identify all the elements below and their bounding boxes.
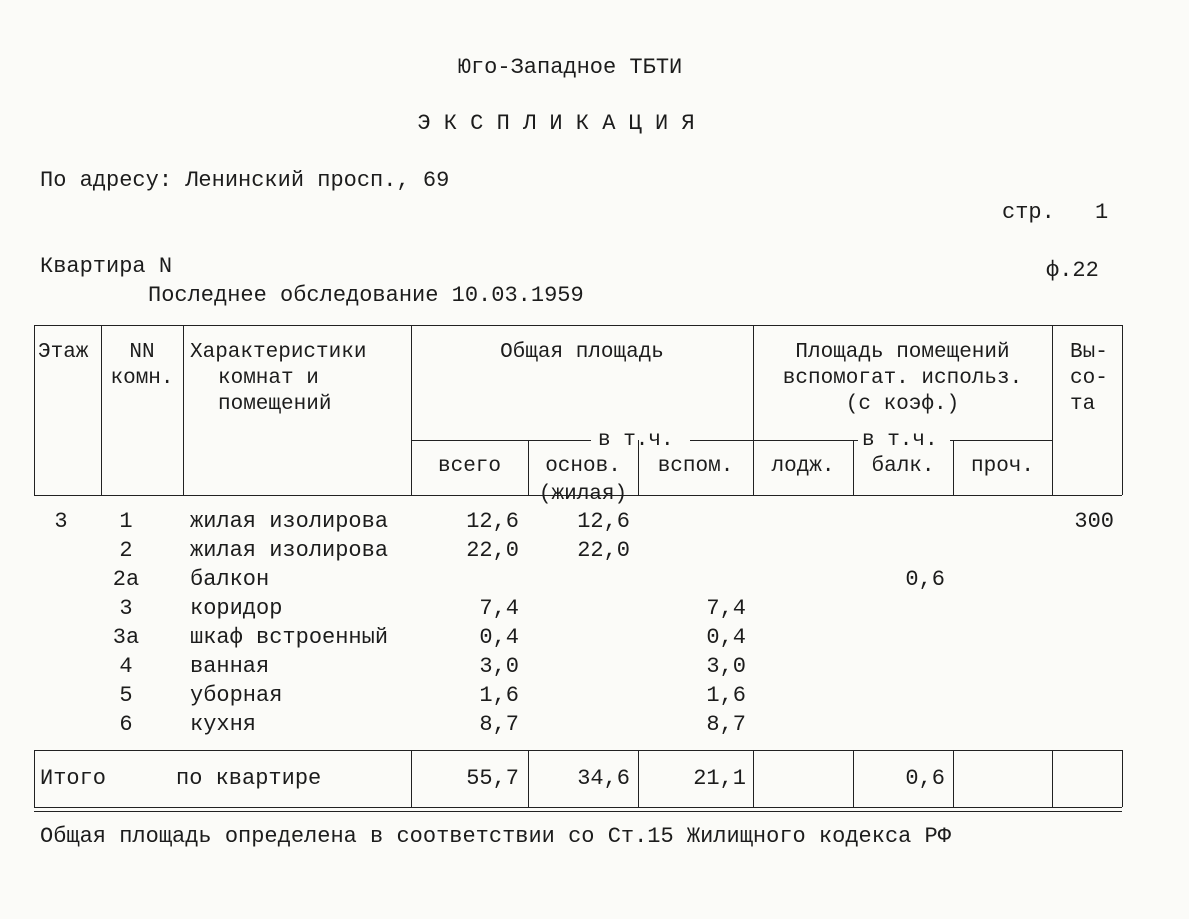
cell-name: жилая изолирова (190, 509, 389, 534)
header-characteristics-2: комнат и (218, 367, 319, 390)
address: По адресу: Ленинский просп., 69 (40, 168, 450, 193)
totals-total: 55,7 (466, 766, 519, 791)
cell-total: 8,7 (479, 712, 519, 737)
cell-room: 3 (119, 596, 133, 621)
org-name: Юго-Западное ТБТИ (457, 55, 683, 80)
col-border (34, 325, 35, 495)
cell-name: шкаф встроенный (190, 625, 389, 650)
header-main: основ. (545, 455, 621, 478)
cell-total: 12,6 (466, 509, 519, 534)
header-aux-area-2: вспомогат. использ. (782, 367, 1023, 390)
totals-balcony: 0,6 (905, 766, 945, 791)
cell-aux: 1,6 (706, 683, 746, 708)
cell-aux: 3,0 (706, 654, 746, 679)
header-room-no-2: комн. (110, 367, 174, 390)
cell-aux: 8,7 (706, 712, 746, 737)
cell-height: 300 (1074, 509, 1114, 534)
cell-floor: 3 (54, 509, 68, 534)
cell-balcony: 0,6 (905, 567, 945, 592)
header-height-3: та (1070, 393, 1096, 416)
table-top-border (34, 325, 1122, 326)
header-other: проч. (970, 455, 1034, 478)
cell-main: 22,0 (577, 538, 630, 563)
header-floor: Этаж (38, 341, 89, 364)
subheader-line (411, 440, 591, 441)
cell-total: 0,4 (479, 625, 519, 650)
cell-total: 3,0 (479, 654, 519, 679)
header-aux-area-1: Площадь помещений (795, 341, 1010, 364)
header-height-1: Вы- (1070, 341, 1108, 364)
cell-room: 3а (112, 625, 140, 650)
col-border (953, 750, 954, 807)
totals-aux: 21,1 (693, 766, 746, 791)
cell-name: ванная (190, 654, 270, 679)
col-border (183, 325, 184, 495)
cell-room: 4 (119, 654, 133, 679)
subheader-line (950, 440, 1052, 441)
header-incl2: в т.ч. (862, 429, 938, 452)
header-total-area: Общая площадь (500, 341, 664, 364)
col-border (1052, 750, 1053, 807)
subheader-line (690, 440, 754, 441)
cell-room: 6 (119, 712, 133, 737)
cell-aux: 0,4 (706, 625, 746, 650)
document-title: Э К С П Л И К А Ц И Я (417, 111, 695, 136)
totals-label-2: по квартире (176, 766, 322, 791)
cell-name: балкон (190, 567, 270, 592)
col-border (753, 750, 754, 807)
header-characteristics-3: помещений (218, 393, 332, 416)
footer-note: Общая площадь определена в соответствии со Ст.15 Жилищного кодекса РФ (40, 824, 951, 849)
header-height-2: со- (1070, 367, 1108, 390)
col-border (34, 750, 35, 807)
header-living: (жилая) (538, 483, 628, 506)
header-balcony: балк. (871, 455, 935, 478)
col-border (1052, 325, 1053, 495)
apartment-label: Квартира N (40, 254, 173, 279)
cell-room: 5 (119, 683, 133, 708)
col-border (1122, 325, 1123, 495)
cell-total: 22,0 (466, 538, 519, 563)
cell-aux: 7,4 (706, 596, 746, 621)
last-survey: Последнее обследование 10.03.1959 (148, 283, 584, 308)
header-total: всего (437, 455, 501, 478)
cell-total: 7,4 (479, 596, 519, 621)
header-aux-area-3: (с коэф.) (845, 393, 960, 416)
totals-label: Итого (40, 766, 107, 791)
col-border (1122, 750, 1123, 807)
cell-total: 1,6 (479, 683, 519, 708)
totals-double-border (34, 811, 1122, 812)
totals-bottom-border (34, 807, 1122, 808)
cell-name: уборная (190, 683, 283, 708)
cell-room: 2а (112, 567, 140, 592)
cell-name: кухня (190, 712, 257, 737)
totals-main: 34,6 (577, 766, 630, 791)
cell-main: 12,6 (577, 509, 630, 534)
cell-name: жилая изолирова (190, 538, 389, 563)
header-room-no-1: NN (129, 341, 155, 364)
cell-room: 1 (119, 509, 133, 534)
form-number: ф.22 (1046, 258, 1099, 283)
header-loggia: лодж. (771, 455, 835, 478)
page-label: стр. (1002, 200, 1055, 225)
header-characteristics-1: Характеристики (190, 341, 367, 364)
page-number: 1 (1095, 200, 1109, 225)
header-incl: в т.ч. (598, 429, 674, 452)
cell-name: коридор (190, 596, 283, 621)
totals-top-border (34, 750, 1122, 751)
cell-room: 2 (119, 538, 133, 563)
subheader-line (753, 440, 858, 441)
header-aux: вспом. (657, 455, 734, 478)
